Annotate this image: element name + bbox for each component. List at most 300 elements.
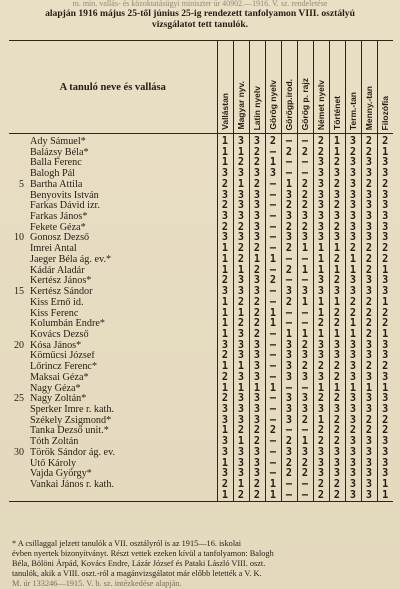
grade-cell: 3 bbox=[313, 287, 329, 298]
grade-cell: 2 bbox=[377, 134, 393, 148]
grade-cell: — bbox=[297, 134, 313, 148]
grade-cell: 2 bbox=[329, 201, 345, 212]
grade-cell: 2 bbox=[249, 266, 265, 277]
grade-cell: 3 bbox=[217, 287, 233, 298]
grade-cell: — bbox=[265, 330, 281, 341]
student-name: Török Sándor ág. ev. bbox=[30, 447, 116, 458]
grade-cell: 2 bbox=[249, 319, 265, 330]
student-name: Farkas János* bbox=[30, 212, 88, 223]
grade-cell: 3 bbox=[329, 212, 345, 223]
grade-cell: 3 bbox=[281, 362, 297, 373]
grade-cell: 2 bbox=[265, 426, 281, 437]
grade-cell: 2 bbox=[249, 158, 265, 169]
grade-cell: 2 bbox=[297, 180, 313, 191]
grade-cell: 2 bbox=[329, 480, 345, 491]
grade-cell: 3 bbox=[345, 480, 361, 491]
student-name: Nagy Zoltán* bbox=[30, 394, 87, 405]
grade-cell: 1 bbox=[313, 255, 329, 266]
grade-cell: 3 bbox=[361, 437, 377, 448]
grade-cell: 3 bbox=[345, 416, 361, 427]
row-number bbox=[9, 148, 26, 159]
student-name: Vankai János r. kath. bbox=[30, 480, 115, 490]
grade-cell: 3 bbox=[233, 351, 249, 362]
subject-label: Görögp.irod. bbox=[283, 78, 294, 130]
grade-cell: 1 bbox=[377, 480, 393, 491]
grade-cell: 2 bbox=[377, 309, 393, 320]
subject-column-header bbox=[377, 41, 393, 134]
student-name: Imrei Antal bbox=[30, 244, 77, 255]
subject-column-header bbox=[313, 41, 329, 134]
grade-cell: 2 bbox=[217, 276, 233, 287]
grade-cell: 2 bbox=[249, 426, 265, 437]
grade-cell: 2 bbox=[217, 373, 233, 384]
grade-cell: — bbox=[265, 416, 281, 427]
grade-cell: — bbox=[265, 341, 281, 352]
grade-cell: 1 bbox=[345, 266, 361, 277]
grade-cell: 1 bbox=[233, 437, 249, 448]
grade-cell: 3 bbox=[233, 191, 249, 202]
grade-cell: 2 bbox=[329, 437, 345, 448]
grade-cell: — bbox=[265, 233, 281, 244]
grade-cell: 3 bbox=[233, 469, 249, 480]
subject-column-header bbox=[345, 41, 361, 134]
grade-cell: 3 bbox=[265, 169, 281, 180]
grade-cell: 3 bbox=[233, 201, 249, 212]
grade-cell: 3 bbox=[297, 373, 313, 384]
grade-cell: 3 bbox=[249, 223, 265, 234]
footnote bbox=[12, 539, 392, 589]
subject-label: Latin nyelv bbox=[251, 85, 262, 130]
row-number: 25 bbox=[14, 393, 24, 405]
grade-cell: 2 bbox=[329, 373, 345, 384]
grade-cell: 1 bbox=[377, 298, 393, 309]
grade-cell: 3 bbox=[281, 191, 297, 202]
grade-cell: 3 bbox=[345, 351, 361, 362]
row-number bbox=[9, 212, 26, 223]
grade-cell: 3 bbox=[377, 233, 393, 244]
footnote-line: Béla, Bölöni Árpád, Kovács Endre, Lázár József és Pataki László VIII. oszt. bbox=[12, 559, 266, 568]
grade-cell: 3 bbox=[249, 191, 265, 202]
row-number bbox=[9, 373, 26, 384]
row-number bbox=[9, 459, 26, 470]
grade-cell: — bbox=[297, 158, 313, 169]
grade-cell: 2 bbox=[377, 362, 393, 373]
grade-cell: 1 bbox=[313, 309, 329, 320]
grade-cell: 2 bbox=[329, 276, 345, 287]
grade-cell: 2 bbox=[313, 148, 329, 159]
grade-cell: 3 bbox=[249, 448, 265, 459]
table-row bbox=[9, 448, 393, 459]
grade-cell: 3 bbox=[345, 158, 361, 169]
grade-cell: 3 bbox=[361, 223, 377, 234]
grade-cell: 2 bbox=[361, 330, 377, 341]
grade-cell: 3 bbox=[361, 448, 377, 459]
footnote-line: * A csillaggal jelzett tanulók a VII. osztályról is az 1915—16. iskolai bbox=[12, 539, 242, 548]
student-name: Fekete Géza* bbox=[30, 222, 86, 233]
student-name: Kádár Aladár bbox=[30, 265, 85, 276]
grade-cell: 3 bbox=[345, 169, 361, 180]
grade-cell: 3 bbox=[313, 212, 329, 223]
grade-cell: 2 bbox=[377, 255, 393, 266]
grade-cell: 1 bbox=[233, 180, 249, 191]
grade-cell: 2 bbox=[249, 480, 265, 491]
grade-cell: 2 bbox=[249, 437, 265, 448]
grade-cell: 3 bbox=[233, 169, 249, 180]
grade-cell: — bbox=[297, 480, 313, 491]
grade-cell: 3 bbox=[217, 405, 233, 416]
grade-cell: — bbox=[281, 426, 297, 437]
subject-column-header bbox=[249, 41, 265, 134]
grade-cell: 1 bbox=[217, 134, 233, 148]
grade-cell: 3 bbox=[361, 480, 377, 491]
grade-cell: 3 bbox=[345, 223, 361, 234]
grade-cell: 2 bbox=[297, 148, 313, 159]
grade-cell: 1 bbox=[233, 148, 249, 159]
footnote-line: évben nyertek bizonyítványt. Részt vettek ezeken kívül a tanfolyamon: Balogh bbox=[12, 549, 274, 558]
grade-cell: — bbox=[297, 384, 313, 395]
grade-cell: 3 bbox=[249, 212, 265, 223]
grade-cell: 3 bbox=[217, 191, 233, 202]
student-name: Kiss Ernő id. bbox=[30, 297, 84, 308]
grade-cell: 3 bbox=[297, 212, 313, 223]
grade-cell: 1 bbox=[313, 416, 329, 427]
grade-cell: 2 bbox=[313, 134, 329, 148]
grade-cell: 3 bbox=[345, 459, 361, 470]
grade-cell: 2 bbox=[281, 244, 297, 255]
header-line-1: alapján 1916 május 25-től június 25-ig rendezett tanfolyamon VIII. osztályú bbox=[45, 8, 355, 19]
grade-cell: — bbox=[281, 309, 297, 320]
grade-cell: 3 bbox=[249, 169, 265, 180]
subject-label: Term.-tan bbox=[347, 91, 358, 130]
grade-cell: 2 bbox=[233, 223, 249, 234]
grade-cell: 3 bbox=[233, 330, 249, 341]
grade-cell: 2 bbox=[233, 244, 249, 255]
student-name: Farkas Dávid izr. bbox=[30, 201, 100, 212]
grade-cell: — bbox=[265, 362, 281, 373]
grade-cell: 3 bbox=[249, 276, 265, 287]
grade-cell: 3 bbox=[313, 469, 329, 480]
grade-cell: 3 bbox=[297, 287, 313, 298]
row-number bbox=[9, 191, 26, 202]
grade-cell: 3 bbox=[361, 341, 377, 352]
grade-cell: 3 bbox=[361, 469, 377, 480]
grade-cell: 3 bbox=[329, 287, 345, 298]
grade-cell: 3 bbox=[313, 341, 329, 352]
grade-cell: 3 bbox=[329, 341, 345, 352]
student-name bbox=[26, 491, 217, 502]
grade-cell: 3 bbox=[313, 201, 329, 212]
grade-cell: 1 bbox=[233, 362, 249, 373]
grade-cell: 3 bbox=[329, 233, 345, 244]
grade-cell: — bbox=[265, 223, 281, 234]
subject-label: Magyar nyv. bbox=[235, 81, 246, 130]
grade-cell: 3 bbox=[361, 394, 377, 405]
table-row bbox=[9, 491, 393, 502]
grade-cell: 1 bbox=[329, 330, 345, 341]
row-number bbox=[9, 309, 26, 320]
grade-cell: — bbox=[281, 169, 297, 180]
grade-cell: 3 bbox=[249, 394, 265, 405]
subject-label: Vallástan bbox=[219, 93, 230, 130]
grade-cell: 1 bbox=[361, 384, 377, 395]
subject-column-header bbox=[281, 41, 297, 134]
grade-cell: 3 bbox=[313, 169, 329, 180]
grade-cell: 2 bbox=[281, 469, 297, 480]
grade-cell: — bbox=[265, 373, 281, 384]
row-number bbox=[9, 362, 26, 373]
grade-cell: 1 bbox=[313, 298, 329, 309]
grade-cell: 3 bbox=[297, 405, 313, 416]
grade-cell: 2 bbox=[249, 330, 265, 341]
grade-cell: 2 bbox=[361, 148, 377, 159]
grade-cell: 3 bbox=[249, 341, 265, 352]
grade-cell: 3 bbox=[377, 469, 393, 480]
row-number bbox=[9, 298, 26, 309]
grade-cell: 1 bbox=[377, 330, 393, 341]
grade-cell: 3 bbox=[313, 223, 329, 234]
grade-cell: 1 bbox=[345, 330, 361, 341]
row-number: 5 bbox=[19, 178, 24, 190]
row-number: 10 bbox=[14, 232, 24, 244]
grade-cell: 2 bbox=[361, 309, 377, 320]
grade-cell: 1 bbox=[345, 319, 361, 330]
row-number bbox=[9, 426, 26, 437]
grade-cell: 3 bbox=[377, 394, 393, 405]
grade-cell: 3 bbox=[313, 373, 329, 384]
grade-cell: 1 bbox=[377, 384, 393, 395]
grade-cell: 3 bbox=[233, 212, 249, 223]
grade-cell: 3 bbox=[313, 351, 329, 362]
grade-cell: 3 bbox=[217, 416, 233, 427]
grade-cell: 3 bbox=[377, 212, 393, 223]
student-name: Kertész Sándor bbox=[30, 287, 93, 298]
grade-cell: 2 bbox=[377, 244, 393, 255]
grade-cell: 1 bbox=[345, 384, 361, 395]
grade-cell: — bbox=[281, 491, 297, 502]
grade-cell: 2 bbox=[361, 266, 377, 277]
grade-cell: 3 bbox=[281, 233, 297, 244]
student-name: Ütő Károly bbox=[30, 458, 77, 469]
grade-cell: 3 bbox=[329, 351, 345, 362]
student-name: Gonosz Dezső bbox=[30, 233, 90, 244]
grade-cell: 1 bbox=[329, 384, 345, 395]
grade-cell: 1 bbox=[217, 148, 233, 159]
student-name: Vajda György* bbox=[30, 469, 92, 480]
grade-cell: 1 bbox=[297, 437, 313, 448]
grade-cell: 3 bbox=[249, 405, 265, 416]
grade-cell: 3 bbox=[361, 405, 377, 416]
grade-cell: 1 bbox=[217, 255, 233, 266]
grade-cell: — bbox=[297, 169, 313, 180]
grade-cell: 1 bbox=[217, 244, 233, 255]
grade-cell: 3 bbox=[281, 212, 297, 223]
grade-cell: — bbox=[265, 287, 281, 298]
grade-cell: 2 bbox=[377, 319, 393, 330]
student-name: Kertész János* bbox=[30, 276, 92, 287]
subject-column-header bbox=[265, 41, 281, 134]
grade-cell: 3 bbox=[281, 394, 297, 405]
grade-cell: 3 bbox=[313, 180, 329, 191]
grade-cell: 1 bbox=[313, 266, 329, 277]
table-row bbox=[9, 373, 393, 384]
grade-cell: — bbox=[281, 480, 297, 491]
grade-cell: 1 bbox=[265, 255, 281, 266]
grade-cell: — bbox=[281, 255, 297, 266]
grade-cell: — bbox=[265, 148, 281, 159]
grade-cell: 3 bbox=[249, 351, 265, 362]
grade-cell: 1 bbox=[249, 255, 265, 266]
student-name: Lőrincz Ferenc* bbox=[30, 362, 98, 373]
grade-cell: 3 bbox=[297, 351, 313, 362]
row-number bbox=[9, 405, 26, 416]
grade-cell: 2 bbox=[249, 309, 265, 320]
grade-cell: — bbox=[297, 319, 313, 330]
grade-cell: 3 bbox=[249, 459, 265, 470]
grade-cell: 2 bbox=[361, 255, 377, 266]
grade-cell: 2 bbox=[361, 244, 377, 255]
grade-cell: 1 bbox=[217, 362, 233, 373]
grade-cell: 3 bbox=[249, 287, 265, 298]
subject-label: Görög nyelv bbox=[267, 80, 278, 130]
grade-cell: 2 bbox=[345, 309, 361, 320]
grade-cell: 3 bbox=[345, 341, 361, 352]
grade-cell: 2 bbox=[297, 469, 313, 480]
grade-cell: 2 bbox=[329, 255, 345, 266]
student-name: Ady Sámuel* bbox=[30, 136, 86, 147]
grade-cell: 3 bbox=[281, 341, 297, 352]
grade-cell: 2 bbox=[329, 491, 345, 502]
grade-cell: 2 bbox=[249, 298, 265, 309]
grade-cell: 3 bbox=[345, 212, 361, 223]
grade-cell: 1 bbox=[217, 298, 233, 309]
grade-cell: 3 bbox=[361, 459, 377, 470]
grade-cell: 3 bbox=[233, 134, 249, 148]
grade-cell: 3 bbox=[377, 191, 393, 202]
grade-cell: — bbox=[281, 134, 297, 148]
row-number bbox=[9, 469, 26, 480]
row-number bbox=[9, 255, 26, 266]
grade-cell: 3 bbox=[345, 233, 361, 244]
grade-cell: 2 bbox=[297, 201, 313, 212]
student-name: Tanka Dezső unit.* bbox=[30, 426, 109, 437]
grade-cell: 2 bbox=[233, 158, 249, 169]
grade-cell: 3 bbox=[233, 394, 249, 405]
grade-cell: 2 bbox=[265, 276, 281, 287]
grade-cell: 2 bbox=[233, 319, 249, 330]
grade-cell: 3 bbox=[361, 373, 377, 384]
grade-cell: — bbox=[265, 191, 281, 202]
row-number bbox=[9, 480, 26, 491]
grade-cell: 3 bbox=[313, 276, 329, 287]
grade-cell: 3 bbox=[377, 287, 393, 298]
grade-cell: 3 bbox=[297, 448, 313, 459]
grade-cell: 3 bbox=[345, 405, 361, 416]
grade-cell: 3 bbox=[361, 169, 377, 180]
grade-cell: 3 bbox=[281, 287, 297, 298]
grade-cell: 2 bbox=[233, 255, 249, 266]
grade-cell: 3 bbox=[345, 469, 361, 480]
grade-cell: 2 bbox=[345, 148, 361, 159]
grade-cell: 3 bbox=[233, 459, 249, 470]
grade-cell: 2 bbox=[297, 223, 313, 234]
grade-cell: 3 bbox=[377, 351, 393, 362]
grade-cell: 3 bbox=[345, 491, 361, 502]
grade-cell: 3 bbox=[217, 448, 233, 459]
grade-cell: 3 bbox=[345, 276, 361, 287]
grade-cell: 2 bbox=[313, 362, 329, 373]
grade-cell: 3 bbox=[329, 405, 345, 416]
row-number: 20 bbox=[14, 339, 24, 351]
grade-cell: 3 bbox=[217, 233, 233, 244]
grade-cell: 1 bbox=[345, 255, 361, 266]
grade-cell: 2 bbox=[217, 223, 233, 234]
subject-label: Menny.-tan bbox=[363, 85, 374, 130]
grade-cell: 3 bbox=[313, 233, 329, 244]
student-name: Köműcsi József bbox=[30, 351, 95, 362]
grade-cell: 3 bbox=[377, 437, 393, 448]
grade-cell: 2 bbox=[249, 491, 265, 502]
grade-cell: 2 bbox=[361, 134, 377, 148]
header-line-cut: m. min. vallás- és közoktatásügyi miniszter úr 40902.—1916. V. sz. rendeletése bbox=[72, 0, 328, 8]
grade-cell: 1 bbox=[329, 148, 345, 159]
grade-cell: 2 bbox=[297, 341, 313, 352]
grade-cell: 2 bbox=[361, 298, 377, 309]
grade-cell: 1 bbox=[281, 180, 297, 191]
row-number: 15 bbox=[14, 286, 24, 298]
grade-cell: 3 bbox=[345, 373, 361, 384]
grade-cell: 2 bbox=[297, 191, 313, 202]
grade-cell: 2 bbox=[233, 491, 249, 502]
grade-cell: 3 bbox=[345, 287, 361, 298]
grade-cell: — bbox=[281, 276, 297, 287]
subject-column-header bbox=[297, 41, 313, 134]
grade-cell: 3 bbox=[217, 341, 233, 352]
grade-cell: 3 bbox=[361, 233, 377, 244]
grade-cell: 2 bbox=[313, 426, 329, 437]
grade-cell: 2 bbox=[377, 416, 393, 427]
grade-cell: 2 bbox=[313, 437, 329, 448]
grade-cell: 2 bbox=[249, 244, 265, 255]
grade-cell: 1 bbox=[377, 266, 393, 277]
footnote-line: M. úr 133246—1915. V. b. sz. intézkedése alapján. bbox=[12, 579, 182, 588]
grade-cell: 3 bbox=[329, 469, 345, 480]
grade-cell: 2 bbox=[217, 201, 233, 212]
grade-cell: 1 bbox=[265, 384, 281, 395]
grade-cell: 1 bbox=[265, 309, 281, 320]
grade-cell: — bbox=[265, 405, 281, 416]
grade-cell: — bbox=[265, 394, 281, 405]
grade-cell: — bbox=[265, 244, 281, 255]
grade-cell: 1 bbox=[377, 491, 393, 502]
grade-cell: 2 bbox=[361, 416, 377, 427]
student-name: Benyovits István bbox=[30, 190, 99, 201]
grade-cell: 2 bbox=[313, 319, 329, 330]
subject-column-header bbox=[329, 41, 345, 134]
grade-cell: 3 bbox=[377, 405, 393, 416]
grade-cell: 2 bbox=[345, 244, 361, 255]
subject-column-header bbox=[361, 41, 377, 134]
grade-cell: 3 bbox=[313, 448, 329, 459]
grade-cell: — bbox=[265, 351, 281, 362]
grade-cell: 1 bbox=[233, 309, 249, 320]
grade-cell: 3 bbox=[345, 394, 361, 405]
subject-label: Német nyelv bbox=[315, 79, 326, 130]
grade-cell: — bbox=[265, 437, 281, 448]
grade-cell: 2 bbox=[217, 480, 233, 491]
grade-cell: 2 bbox=[217, 180, 233, 191]
grade-cell: 1 bbox=[217, 330, 233, 341]
grade-cell: 3 bbox=[345, 437, 361, 448]
